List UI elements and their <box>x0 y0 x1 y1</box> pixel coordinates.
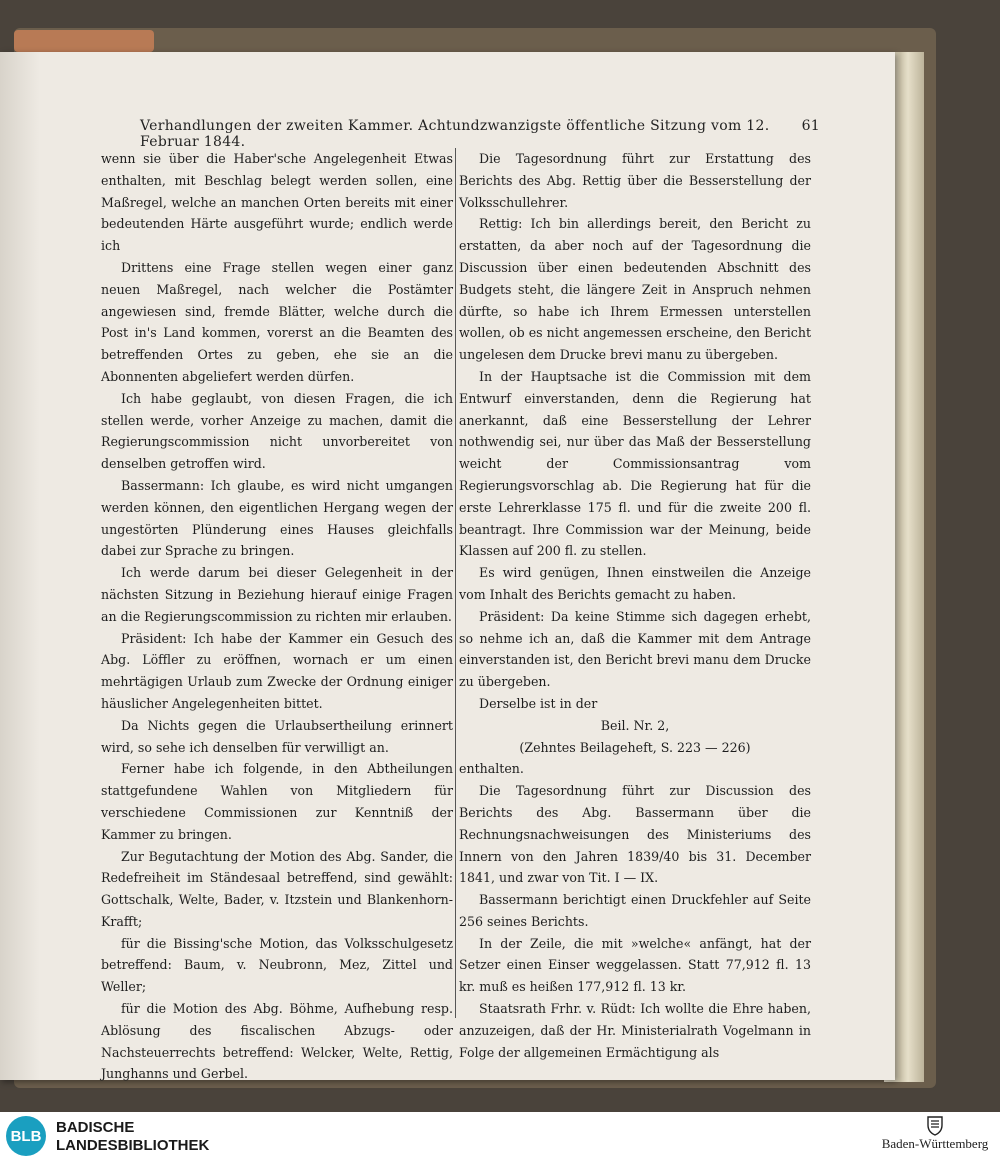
library-name[interactable] <box>56 1119 209 1155</box>
paragraph: enthalten. <box>459 761 524 777</box>
paragraph: (Zehntes Beilageheft, S. 223 — 226) <box>519 739 751 755</box>
paragraph: In der Hauptsache ist die Commission mit dem Entwurf einverstanden, denn die Regierung hat anerkannt, daß eine Besserstellung der Lehrer nothwendig sei, nur über das Maß der Besserstellung weicht der Commissionsantrag vom Regierungsvorschlag ab. Die Regierung hat für die erste Lehrerklasse 175 fl. und für die zweite 200 fl. beantragt. Ihre Commission war der Meinung, beide Klassen auf 200 fl. zu stellen. <box>459 368 811 559</box>
paragraph: Die Tagesordnung führt zur Erstattung des Berichts des Abg. Rettig über die Besserstellung der Volksschullehrer. <box>459 151 811 210</box>
paragraph: Ich habe geglaubt, von diesen Fragen, die ich stellen werde, vorher Anzeige zu machen, damit die Regierungscommission nicht unvorbereitet von denselben getroffen wird. <box>101 390 453 472</box>
paragraph: Präsident: Ich habe der Kammer ein Gesuch des Abg. Löffler zu eröffnen, wornach er um einen mehrtägigen Urlaub zum Zwecke der Ordnung einiger häuslicher Angelegenheiten bittet. <box>101 630 453 711</box>
paragraph: für die Motion des Abg. Böhme, Aufhebung resp. Ablösung des fiscalischen Abzugs- oder Nachsteuerrechts betreffend: Welcker, Welte, Rettig, Junghanns und Gerbel. <box>101 1001 453 1082</box>
paragraph: Rettig: Ich bin allerdings bereit, den Bericht zu erstatten, da aber noch auf der Tagesordnung die Discussion über einen bedeutenden Abschnitt des Budgets steht, die längere Zeit in Anspruch nehmen dürfte, so habe ich Ihrem Ermessen unterstellen wollen, ob es nicht angemessen erscheine, den Bericht ungelesen dem Drucke brevi manu zu übergeben. <box>459 216 811 363</box>
paragraph: Die Tagesordnung führt zur Discussion des Berichts des Abg. Bassermann über die Rechnungsnachweisungen des Ministeriums des Innern von den Jahren 1839/40 bis 31. December 1841, und zwar von Tit. I — IX. <box>459 783 811 886</box>
paragraph: Bassermann: Ich glaube, es wird nicht umgangen werden können, den eigentlichen Hergang wegen der ungestörten Plünderung eines Hauses gleichfalls dabei zur Sprache zu bringen. <box>101 477 453 559</box>
paragraph: Drittens eine Frage stellen wegen einer ganz neuen Maßregel, nach welcher die Postämter angewiesen sind, fremde Blätter, welche durch die Post in's Land kommen, vorerst an die Beamten des betreffenden Ortes zu geben, ehe sie an die Abonnenten abgeliefert werden dürfen. <box>101 259 453 384</box>
paragraph: Zur Begutachtung der Motion des Abg. Sander, die Redefreiheit im Ständesaal betreffend, sind gewählt: Gottschalk, Welte, Bader, v. Itzstein und Blankenhorn-Krafft; <box>101 848 453 929</box>
paragraph: Derselbe ist in der <box>479 695 598 711</box>
library-name-line2: LANDESBIBLIOTHEK <box>56 1137 210 1154</box>
running-header-title: Verhandlungen der zweiten Kammer. Achtundzwanzigste öffentliche Sitzung vom 12. Februar 1844. <box>140 118 770 150</box>
blb-logo[interactable]: BLB <box>6 1116 46 1156</box>
paragraph: Da Nichts gegen die Urlaubsertheilung erinnert wird, so sehe ich denselben für verwilligt an. <box>101 717 453 755</box>
left-text-column <box>101 148 453 1085</box>
paragraph: wenn sie über die Haber'sche Angelegenheit Etwas enthalten, mit Beschlag belegt werden sollen, eine Maßregel, welche an manchen Orten bereits mit einer bedeutenden Härte ausgeführt wurde; endlich werde ich <box>101 151 453 254</box>
paragraph: In der Zeile, die mit »welche« anfängt, hat der Setzer einen Einser weggelassen. Statt 77,912 fl. 13 kr. muß es heißen 177,912 fl. 13 kr. <box>459 935 811 995</box>
region-label: Baden-Württemberg <box>881 1136 989 1151</box>
paragraph: Es wird genügen, Ihnen einstweilen die Anzeige vom Inhalt des Berichts gemacht zu haben. <box>459 565 811 602</box>
right-text-column <box>459 148 811 1063</box>
column-divider <box>455 148 456 1018</box>
paragraph: Ferner habe ich folgende, in den Abtheilungen stattgefundene Wahlen von Mitgliedern für verschiedene Commissionen zur Kenntniß der Kammer zu bringen. <box>101 761 453 842</box>
paragraph: Staatsrath Frhr. v. Rüdt: Ich wollte die Ehre haben, anzuzeigen, daß der Hr. Ministerialrath Vogelmann in Folge der allgemeinen Ermächtigung als <box>459 1001 811 1060</box>
left-page-margin <box>0 52 40 1080</box>
paragraph: für die Bissing'sche Motion, das Volksschulgesetz betreffend: Baum, v. Neubronn, Mez, Zittel und Weller; <box>101 935 453 995</box>
paragraph: Bassermann berichtigt einen Druckfehler auf Seite 256 seines Berichts. <box>459 892 811 929</box>
library-name-line1: BADISCHE <box>56 1119 135 1136</box>
page-number: 61 <box>801 118 820 134</box>
running-header <box>140 118 820 150</box>
paragraph: Präsident: Da keine Stimme sich dagegen erhebt, so nehme ich an, daß die Kammer mit dem Antrage einverstanden ist, den Bericht brevi manu dem Drucke zu übergeben. <box>459 608 811 690</box>
coat-of-arms-icon <box>926 1114 944 1136</box>
paragraph: Ich werde darum bei dieser Gelegenheit in der nächsten Sitzung in Beziehung hierauf einige Fragen an die Regierungscommission zu richten mir erlauben. <box>101 565 453 624</box>
paragraph: Beil. Nr. 2, <box>600 717 670 733</box>
baden-wuerttemberg-logo[interactable] <box>874 1112 996 1163</box>
book-spine-strip <box>14 30 154 52</box>
